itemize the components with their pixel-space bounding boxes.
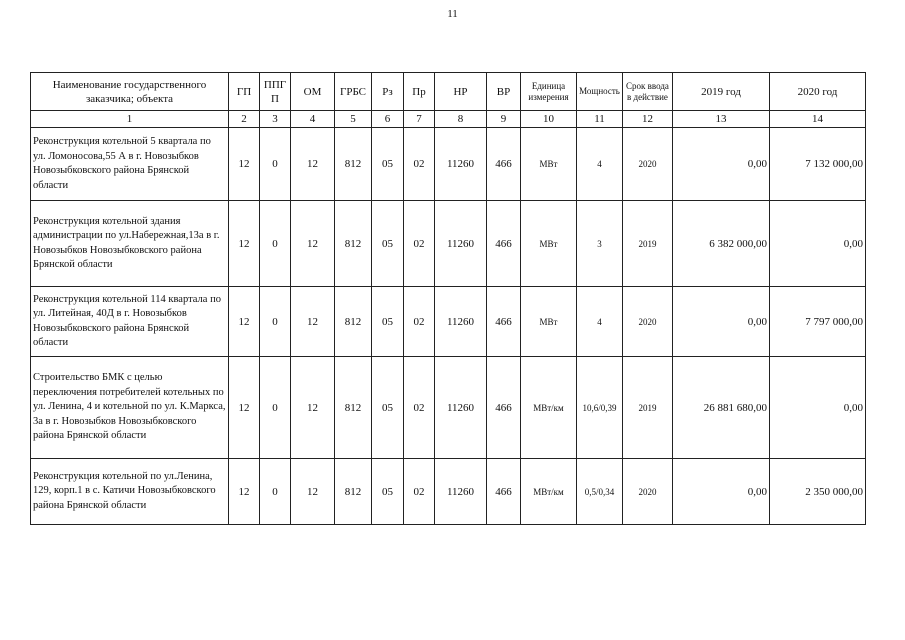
- term-cell: 2019: [623, 201, 673, 287]
- vr-cell: 466: [487, 128, 521, 201]
- pr-cell: 02: [404, 459, 435, 525]
- table-row: [31, 287, 866, 357]
- nr-cell: 11260: [435, 201, 487, 287]
- header-2020: 2020 год: [770, 73, 866, 111]
- header-unit: Единица измерения: [521, 73, 577, 111]
- page-number: 11: [447, 8, 458, 20]
- column-number: 5: [335, 111, 372, 128]
- rz-cell: 05: [372, 459, 404, 525]
- object-name: Строительство БМК с целью переключения потребителей котельных по ул. Ленина, 4 и котельной по ул. К.Маркса, 3а в г. Новозыбков Новозыбковского района Брянской области: [31, 357, 229, 459]
- pr-cell: 02: [404, 201, 435, 287]
- column-number: 6: [372, 111, 404, 128]
- power-cell: 4: [577, 128, 623, 201]
- vr-cell: 466: [487, 287, 521, 357]
- header-om: ОМ: [291, 73, 335, 111]
- unit-cell: МВт: [521, 201, 577, 287]
- header-grbs: ГРБС: [335, 73, 372, 111]
- grbs-cell: 812: [335, 201, 372, 287]
- term-cell: 2020: [623, 459, 673, 525]
- object-name: Реконструкция котельной по ул.Ленина, 129, корп.1 в с. Катичи Новозыбковского района Брянской области: [31, 459, 229, 525]
- column-number: 1: [31, 111, 229, 128]
- vr-cell: 466: [487, 459, 521, 525]
- ppgp-cell: 0: [260, 357, 291, 459]
- amount-2020: 0,00: [770, 357, 866, 459]
- object-name: Реконструкция котельной 114 квартала по ул. Литейная, 40Д в г. Новозыбков Новозыбковского района Брянской области: [31, 287, 229, 357]
- unit-cell: МВт/км: [521, 459, 577, 525]
- pr-cell: 02: [404, 357, 435, 459]
- gp-cell: 12: [229, 128, 260, 201]
- nr-cell: 11260: [435, 128, 487, 201]
- rz-cell: 05: [372, 201, 404, 287]
- grbs-cell: 812: [335, 459, 372, 525]
- amount-2019: 26 881 680,00: [673, 357, 770, 459]
- column-number: 10: [521, 111, 577, 128]
- object-name: Реконструкция котельной 5 квартала по ул. Ломоносова,55 А в г. Новозыбков Новозыбковского района Брянской области: [31, 128, 229, 201]
- header-name: Наименование государственного заказчика; объекта: [31, 73, 229, 111]
- term-cell: 2019: [623, 357, 673, 459]
- power-cell: 10,6/0,39: [577, 357, 623, 459]
- column-number: 9: [487, 111, 521, 128]
- rz-cell: 05: [372, 287, 404, 357]
- nr-cell: 11260: [435, 357, 487, 459]
- om-cell: 12: [291, 128, 335, 201]
- amount-2020: 7 797 000,00: [770, 287, 866, 357]
- table-row: [31, 128, 866, 201]
- header-2019: 2019 год: [673, 73, 770, 111]
- table-row: [31, 459, 866, 525]
- grbs-cell: 812: [335, 357, 372, 459]
- gp-cell: 12: [229, 459, 260, 525]
- amount-2019: 6 382 000,00: [673, 201, 770, 287]
- column-number: 2: [229, 111, 260, 128]
- gp-cell: 12: [229, 287, 260, 357]
- header-rz: Рз: [372, 73, 404, 111]
- unit-cell: МВт: [521, 287, 577, 357]
- om-cell: 12: [291, 201, 335, 287]
- budget-table: [30, 72, 866, 525]
- gp-cell: 12: [229, 201, 260, 287]
- rz-cell: 05: [372, 128, 404, 201]
- rz-cell: 05: [372, 357, 404, 459]
- column-number: 4: [291, 111, 335, 128]
- nr-cell: 11260: [435, 287, 487, 357]
- header-pr: Пр: [404, 73, 435, 111]
- power-cell: 4: [577, 287, 623, 357]
- unit-cell: МВт: [521, 128, 577, 201]
- amount-2019: 0,00: [673, 459, 770, 525]
- om-cell: 12: [291, 287, 335, 357]
- grbs-cell: 812: [335, 128, 372, 201]
- power-cell: 3: [577, 201, 623, 287]
- amount-2020: 7 132 000,00: [770, 128, 866, 201]
- nr-cell: 11260: [435, 459, 487, 525]
- table-row: [31, 357, 866, 459]
- table-row: [31, 201, 866, 287]
- om-cell: 12: [291, 357, 335, 459]
- ppgp-cell: 0: [260, 287, 291, 357]
- amount-2019: 0,00: [673, 128, 770, 201]
- column-number: 7: [404, 111, 435, 128]
- amount-2020: 0,00: [770, 201, 866, 287]
- object-name: Реконструкция котельной здания администрации по ул.Набережная,13а в г. Новозыбков Новозыбковского района Брянской области: [31, 201, 229, 287]
- pr-cell: 02: [404, 128, 435, 201]
- unit-cell: МВт/км: [521, 357, 577, 459]
- gp-cell: 12: [229, 357, 260, 459]
- column-number: 8: [435, 111, 487, 128]
- column-number: 11: [577, 111, 623, 128]
- column-number: 14: [770, 111, 866, 128]
- column-number: 12: [623, 111, 673, 128]
- term-cell: 2020: [623, 128, 673, 201]
- amount-2020: 2 350 000,00: [770, 459, 866, 525]
- header-row: [31, 73, 866, 111]
- term-cell: 2020: [623, 287, 673, 357]
- header-power: Мощность: [577, 73, 623, 111]
- vr-cell: 466: [487, 201, 521, 287]
- column-number: 3: [260, 111, 291, 128]
- ppgp-cell: 0: [260, 459, 291, 525]
- vr-cell: 466: [487, 357, 521, 459]
- pr-cell: 02: [404, 287, 435, 357]
- column-number: 13: [673, 111, 770, 128]
- header-gp: ГП: [229, 73, 260, 111]
- header-ppgp: ППГ П: [260, 73, 291, 111]
- header-nr: НР: [435, 73, 487, 111]
- header-term: Срок ввода в действие: [623, 73, 673, 111]
- grbs-cell: 812: [335, 287, 372, 357]
- ppgp-cell: 0: [260, 128, 291, 201]
- column-number-row: [31, 111, 866, 128]
- ppgp-cell: 0: [260, 201, 291, 287]
- amount-2019: 0,00: [673, 287, 770, 357]
- header-vr: ВР: [487, 73, 521, 111]
- power-cell: 0,5/0,34: [577, 459, 623, 525]
- om-cell: 12: [291, 459, 335, 525]
